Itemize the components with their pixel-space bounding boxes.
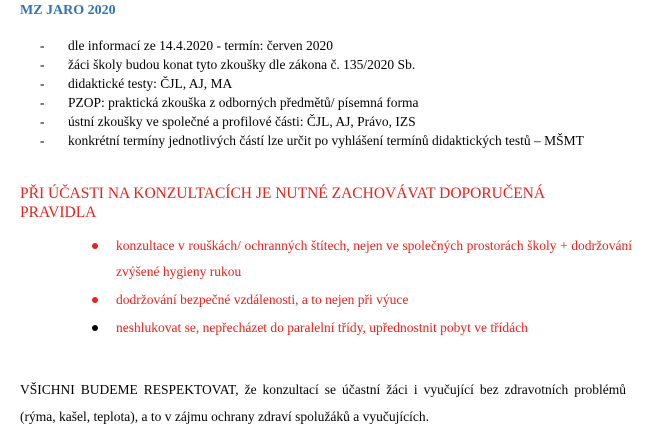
closing-paragraph: VŠICHNI BUDEME RESPEKTOVAT, že konzultací se účastní žáci i vyučující bez zdravotních problémů (rýma, kašel, teplota), a to v zájmu ochrany zdraví spolužáků a vyučujících. (20, 382, 626, 424)
list-item-text: PZOP: praktická zkouška z odborných předmětů/ písemná forma (68, 95, 419, 110)
section-heading: MZ JARO 2020 (20, 3, 116, 18)
rule-item (92, 287, 632, 313)
list-item (40, 74, 640, 93)
list-item-text: konkrétní termíny jednotlivých částí lze určit po vyhlášení termínů didaktických testů – MŠMT (68, 133, 584, 148)
info-list (40, 36, 640, 150)
bullet-icon (92, 243, 98, 249)
rule-item (92, 233, 632, 285)
rule-item (92, 315, 632, 341)
list-item (40, 131, 640, 150)
rule-text: neshlukovat se, nepřecházet do paralelní třídy, upřednostnit pobyt ve třídách (116, 320, 528, 335)
rule-text: konzultace v rouškách/ ochranných štítech, nejen ve společných prostorách školy + dodržování zvýšené hygieny rukou (116, 238, 632, 279)
list-item-text: žáci školy budou konat tyto zkoušky dle zákona č. 135/2020 Sb. (68, 57, 416, 72)
bullet-icon (92, 325, 98, 331)
list-item (40, 112, 640, 131)
list-item-text: dle informací ze 14.4.2020 - termín: červen 2020 (68, 38, 334, 53)
list-item (40, 93, 640, 112)
rules-list (92, 233, 632, 343)
warning-heading: PŘI ÚČASTI NA KONZULTACÍCH JE NUTNÉ ZACHOVÁVAT DOPORUČENÁ PRAVIDLA (20, 185, 546, 221)
dash-marker: - (40, 38, 45, 53)
dash-marker: - (40, 114, 45, 129)
list-item-text: didaktické testy: ČJL, AJ, MA (68, 76, 233, 91)
list-item (40, 55, 640, 74)
dash-marker: - (40, 57, 45, 72)
bullet-icon (92, 297, 98, 303)
dash-marker: - (40, 133, 45, 148)
rule-text: dodržování bezpečné vzdálenosti, a to nejen při výuce (116, 292, 409, 307)
dash-marker: - (40, 76, 45, 91)
list-item-text: ústní zkoušky ve společné a profilové části: ČJL, AJ, Právo, IZS (68, 114, 416, 129)
dash-marker: - (40, 95, 45, 110)
list-item (40, 36, 640, 55)
